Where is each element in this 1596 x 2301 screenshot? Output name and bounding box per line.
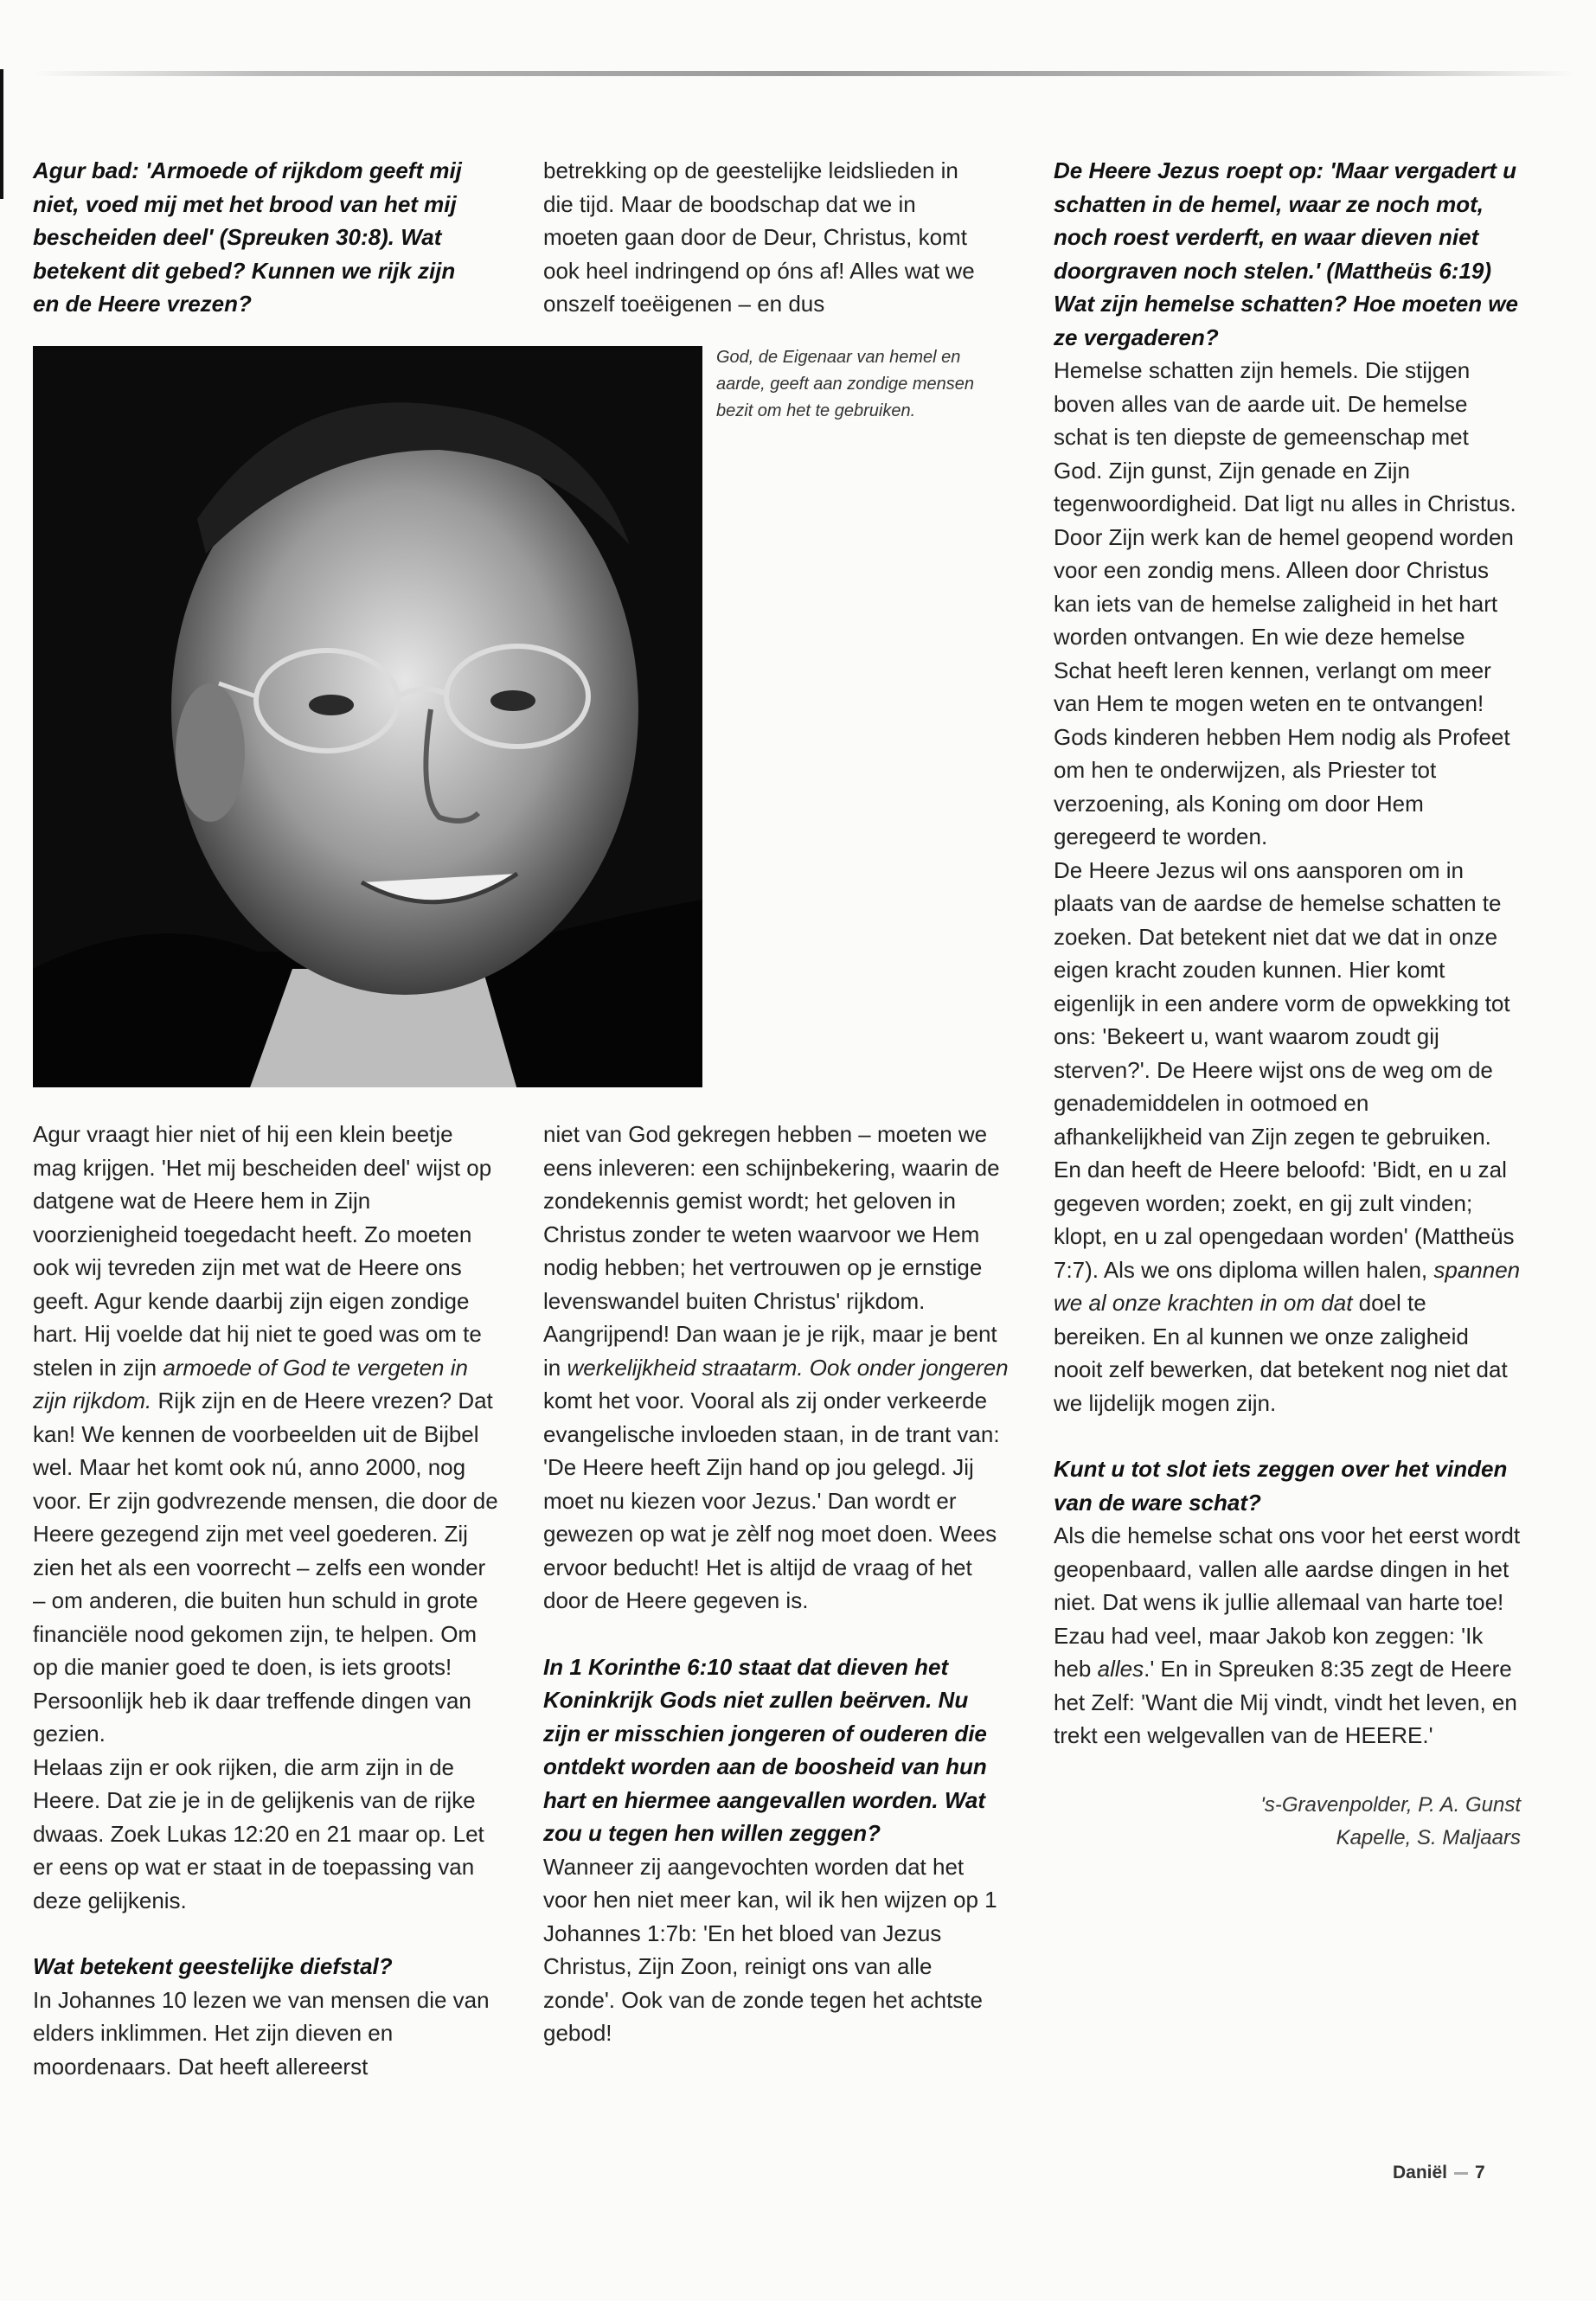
- byline: [1054, 1789, 1521, 1855]
- portrait-photo-image: [33, 346, 702, 1087]
- col2-top-text: betrekking op de geestelijke leidslieden in die tijd. Maar de boodschap dat we in moeten gaan door de Deur, Christus, komt ook heel indringend op óns af! Alles wat we onszelf toeëigenen – en dus: [543, 157, 975, 317]
- page-number: 7: [1475, 2163, 1485, 2182]
- col1-answer-p2: Helaas zijn er ook rijken, die arm zijn in de Heere. Dat zie je in de gelijkenis van de rijke dwaas. Zoek Lukas 12:20 en 21 maar op. Let er eens op wat er staat in de toepassing van deze gelijkenis.: [33, 1753, 484, 1913]
- footer-dash: [1454, 2172, 1468, 2175]
- col2-mid-italic: werkelijkheid straatarm. Ook onder jongeren: [567, 1354, 1009, 1381]
- col1-body: [33, 1118, 498, 2083]
- question-spiritual-theft: Wat betekent geestelijke diefstal?: [33, 1953, 393, 1979]
- magazine-name: Daniël: [1393, 2163, 1448, 2182]
- photo-caption-block: [716, 344, 993, 425]
- photo-caption: God, de Eigenaar van hemel en aarde, geeft aan zondige mensen bezit om het te gebruiken.: [716, 348, 974, 420]
- col1-answer2-start: In Johannes 10 lezen we van mensen die van elders inklimmen. Het zijn dieven en moordenaars. Dat heeft allereerst: [33, 1986, 490, 2080]
- col2-body: [543, 1118, 1009, 2050]
- byline-author-1: 's-Gravenpolder, P. A. Gunst: [1260, 1792, 1521, 1817]
- col3-answer4-p2: De Heere Jezus wil ons aansporen om in plaats van de aardse de hemelse schatten te zoeken. Dat betekent niet dat we dat in onze eigen kracht zouden kunnen. Hier komt eigenlijk in een andere vorm de opwekking tot ons: 'Bekeert u, want waarom zoudt gij sterven?'. De Heere wijst ons de weg om de genademiddelen in ootmoed en afhankelijkheid van Zijn zegen te gebruiken. En dan heeft de Heere beloofd: 'Bidt, en u zal gegeven worden; zoekt, en gij zult vinden; klopt, en u zal opengedaan worden' (Mattheüs 7:7). Als we ons diploma willen halen, spannen we al onze krachten in om dat doel te bereiken. En al kunnen we onze zaligheid nooit zelf bewerken, dat betekent nog niet dat we lijdelijk mogen zijn.: [1054, 856, 1521, 1416]
- page-margin-line: [0, 69, 3, 199]
- question-corinthians: In 1 Korinthe 6:10 staat dat dieven het Koninkrijk Gods niet zullen beërven. Nu zijn er misschien jongeren of ouderen die ontdekt worden aan de boosheid van hun hart en hiermee aangevallen worden. Wat zou u tegen hen willen zeggen?: [543, 1653, 987, 1846]
- col3-answer4-p1: Hemelse schatten zijn hemels. Die stijgen boven alles van de aarde uit. De hemelse schat is ten diepste de gemeenschap met God. Zijn gunst, Zijn genade en Zijn tegenwoordigheid. Dat ligt nu alles in Christus. Door Zijn werk kan de hemel geopend worden voor een zondig mens. Alleen door Christus kan iets van de hemelse zaligheid in het hart worden ontvangen. En wie deze hemelse Schat heeft leren kennen, verlangt om meer van Hem te mogen weten en te ontvangen! Gods kinderen hebben Hem nodig als Profeet om hen te onderwijzen, als Priester tot verzoening, als Koning om door Hem geregeerd te worden.: [1054, 357, 1516, 849]
- intro-question: Agur bad: 'Armoede of rijkdom geeft mij niet, voed mij met het brood van het mij bescheiden deel' (Spreuken 30:8). Wat betekent dit gebed? Kunnen we rijk zijn en de Heere vrezen?: [33, 157, 462, 317]
- col1-answer-italic: armoede of God te vergeten in zijn rijkdom.: [33, 1354, 468, 1413]
- portrait-photo: [33, 346, 702, 1087]
- col3-answer4-italic: spannen we al onze krachten in om dat: [1054, 1256, 1521, 1316]
- top-rule: [35, 71, 1574, 76]
- col3-answer5: Als die hemelse schat ons voor het eerst wordt geopenbaard, vallen alle aardse dingen in het niet. Dat wens ik jullie allemaal van harte toe! Ezau had veel, maar Jakob kon zeggen: 'Ik heb alles.' En in Spreuken 8:35 zegt de Heere het Zelf: 'Want die Mij vindt, vindt het leven, en trekt een welgevallen van de HEERE.': [1054, 1522, 1521, 1748]
- question-heavenly-treasures: De Heere Jezus roept op: 'Maar vergadert u schatten in de hemel, waar ze noch mot, noch roest verderft, en waar dieven niet doorgraven noch stelen.' (Mattheüs 6:19) Wat zijn hemelse schatten? Hoe moeten we ze vergaderen?: [1054, 157, 1518, 350]
- page-footer: [1393, 2163, 1485, 2183]
- col2-answer3: Wanneer zij aangevochten worden dat het voor hen niet meer kan, wil ik hen wijzen op 1 Johannes 1:7b: 'En het bloed van Jezus Christus, Zijn Zoon, reinigt ons van alle zonde'. Ook van de zonde tegen het achtste gebod!: [543, 1853, 997, 2046]
- col1-intro: [33, 154, 483, 321]
- col1-answer-p1: Agur vraagt hier niet of hij een klein beetje mag krijgen. 'Het mij bescheiden deel' wijst op datgene wat de Heere hem in Zijn voorzienigheid toegedacht heeft. Zo moeten ook wij tevreden zijn met wat de Heere ons geeft. Agur kende daarbij zijn eigen zondige hart. Hij voelde dat hij niet te goed was om te stelen in zijn armoede of God te vergeten in zijn rijkdom. Rijk zijn en de Heere vrezen? Dat kan! We kennen de voorbeelden uit de Bijbel wel. Maar het komt ook nú, anno 2000, nog voor. Er zijn godvrezende mensen, die door de Heere gezegend zijn met veel goederen. Zij zien het als een voorrecht – zelfs een wonder – om anderen, die buiten hun schuld in grote financiële nood gekomen zijn, te helpen. Om op die manier goed te doen, is iets groots! Persoonlijk heb ik daar treffende dingen van gezien.: [33, 1121, 498, 1747]
- question-true-treasure: Kunt u tot slot iets zeggen over het vinden van de ware schat?: [1054, 1456, 1508, 1516]
- col3-body: [1054, 154, 1521, 1855]
- col3-answer5-italic: alles: [1097, 1656, 1144, 1682]
- col2-mid-text: niet van God gekregen hebben – moeten we eens inleveren: een schijnbekering, waarin de zondekennis gemist wordt; het geloven in Christus zonder te weten waarvoor we Hem nodig hebben; het vertrouwen op je ernstige levenswandel buiten Christus' rijkdom. Aangrijpend! Dan waan je je rijk, maar je bent in werkelijkheid straatarm. Ook onder jongeren komt het voor. Vooral als zij onder verkeerde evangelische invloeden staan, in de trant van: 'De Heere heeft Zijn hand op jou gelegd. Jij moet nu kiezen voor Jezus.' Dan wordt er gewezen op wat je zèlf nog moet doen. Wees ervoor beducht! Het is altijd de vraag of het door de Heere gegeven is.: [543, 1121, 1009, 1613]
- col2-top: [543, 154, 993, 321]
- byline-author-2: Kapelle, S. Maljaars: [1336, 1825, 1521, 1849]
